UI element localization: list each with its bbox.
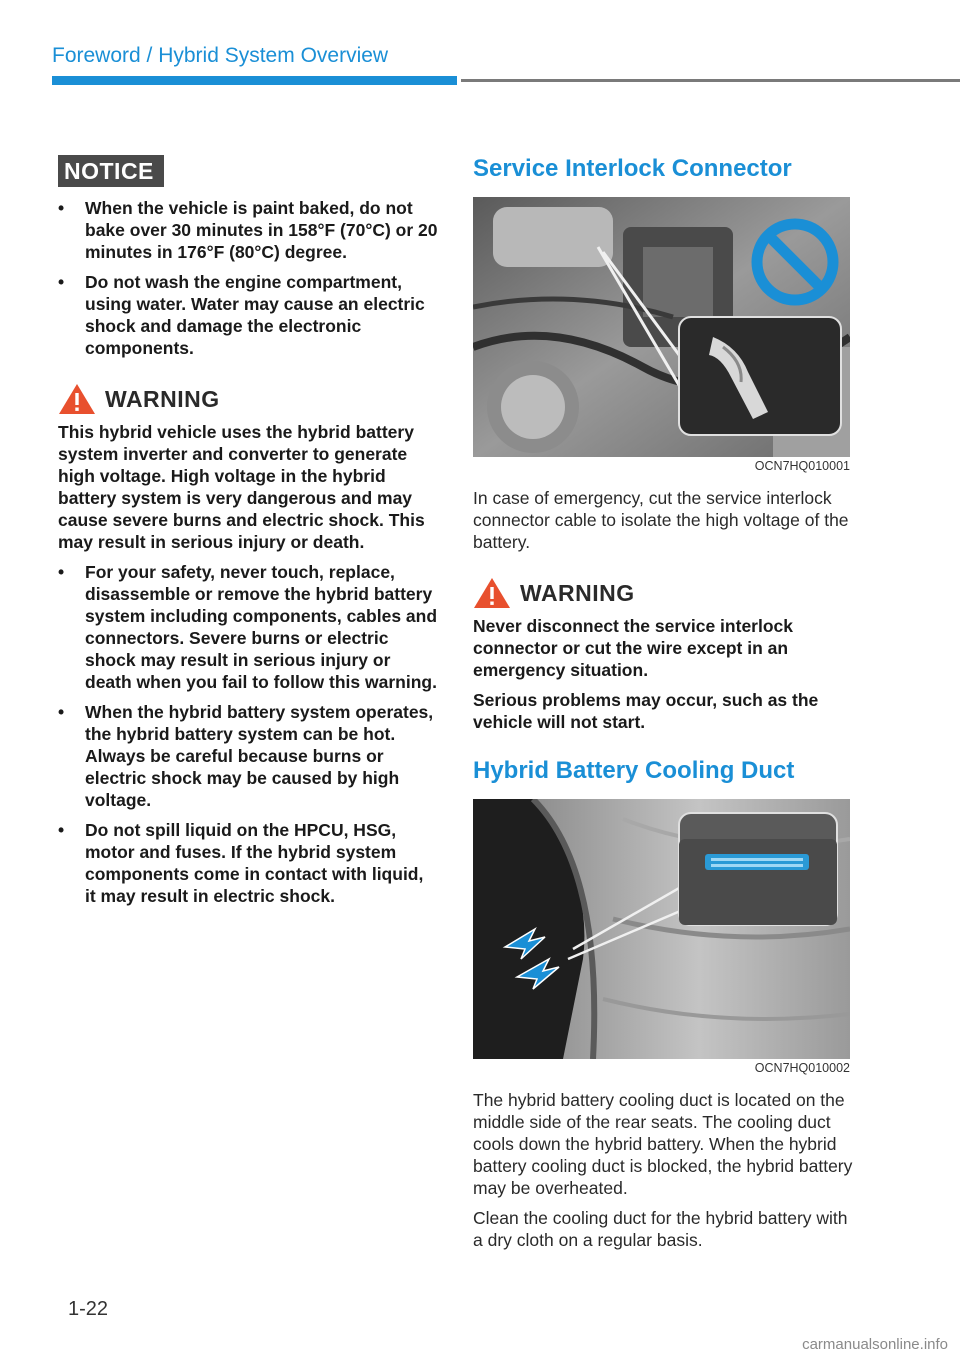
warning-paragraph: Serious problems may occur, such as the vehicle will not start.	[473, 690, 819, 732]
photo-caption: OCN7HQ010002	[754, 1061, 850, 1075]
right-column	[473, 155, 853, 1251]
warning-heading	[58, 383, 438, 415]
notice-label: NOTICE	[58, 155, 164, 187]
cooling-paragraph: The hybrid battery cooling duct is located on the middle side of the rear seats. The cooling duct cools down the hybrid battery. When the hybrid battery cooling duct is blocked, the hybrid battery may be overheated.	[473, 1090, 853, 1198]
cooling-duct-photo	[473, 799, 850, 1059]
list-item: • When the hybrid battery system operates, the hybrid battery system can be hot. Always be careful because burns or electric shock may be caused by high voltage.	[58, 702, 434, 810]
list-item: • Do not spill liquid on the HPCU, HSG, motor and fuses. If the hybrid system components come in contact with liquid, it may result in electric shock.	[58, 820, 424, 906]
warning-list	[58, 561, 438, 907]
page-header-title: Foreword / Hybrid System Overview	[52, 44, 389, 67]
photo-caption: OCN7HQ010001	[754, 459, 850, 473]
list-item: • Do not wash the engine compartment, using water. Water may cause an electric shock and damage the electronic components.	[58, 272, 425, 358]
notice-list	[58, 197, 438, 359]
watermark: carmanualsonline.info	[802, 1336, 948, 1353]
interlock-text: In case of emergency, cut the service interlock connector cable to isolate the high voltage of the battery.	[473, 488, 849, 552]
header-rule	[461, 79, 960, 82]
warning-triangle-icon	[473, 577, 511, 609]
warning-heading	[473, 577, 853, 609]
cooling-paragraph: Clean the cooling duct for the hybrid battery with a dry cloth on a regular basis.	[473, 1208, 848, 1250]
interlock-connector-photo	[473, 197, 850, 457]
page-number: 1-22	[68, 1298, 109, 1320]
warning-intro: This hybrid vehicle uses the hybrid battery system inverter and converter to generate high voltage. High voltage in the hybrid battery system is very dangerous and may cause severe burns and electric shock. This may result in serious injury or death.	[58, 422, 425, 552]
warning-paragraph: Never disconnect the service interlock connector or cut the wire except in an emergency situation.	[473, 616, 793, 680]
warning-triangle-icon	[58, 383, 96, 415]
left-column	[58, 155, 438, 915]
list-item: • For your safety, never touch, replace, disassemble or remove the hybrid battery system including components, cables and connectors. Severe burns or electric shock may result in serious injury or death when you fail to follow this warning.	[58, 562, 438, 692]
list-item: • When the vehicle is paint baked, do not bake over 30 minutes in 158°F (70°C) or 20 minutes in 176°F (80°C) degree.	[58, 198, 438, 262]
warning-label: WARNING	[520, 579, 635, 606]
section-title-interlock: Service Interlock Connector	[473, 155, 792, 182]
header-accent-bar	[52, 76, 457, 85]
section-title-cooling-duct: Hybrid Battery Cooling Duct	[473, 757, 795, 784]
prohibited-icon	[750, 217, 840, 307]
warning-label: WARNING	[105, 385, 220, 412]
